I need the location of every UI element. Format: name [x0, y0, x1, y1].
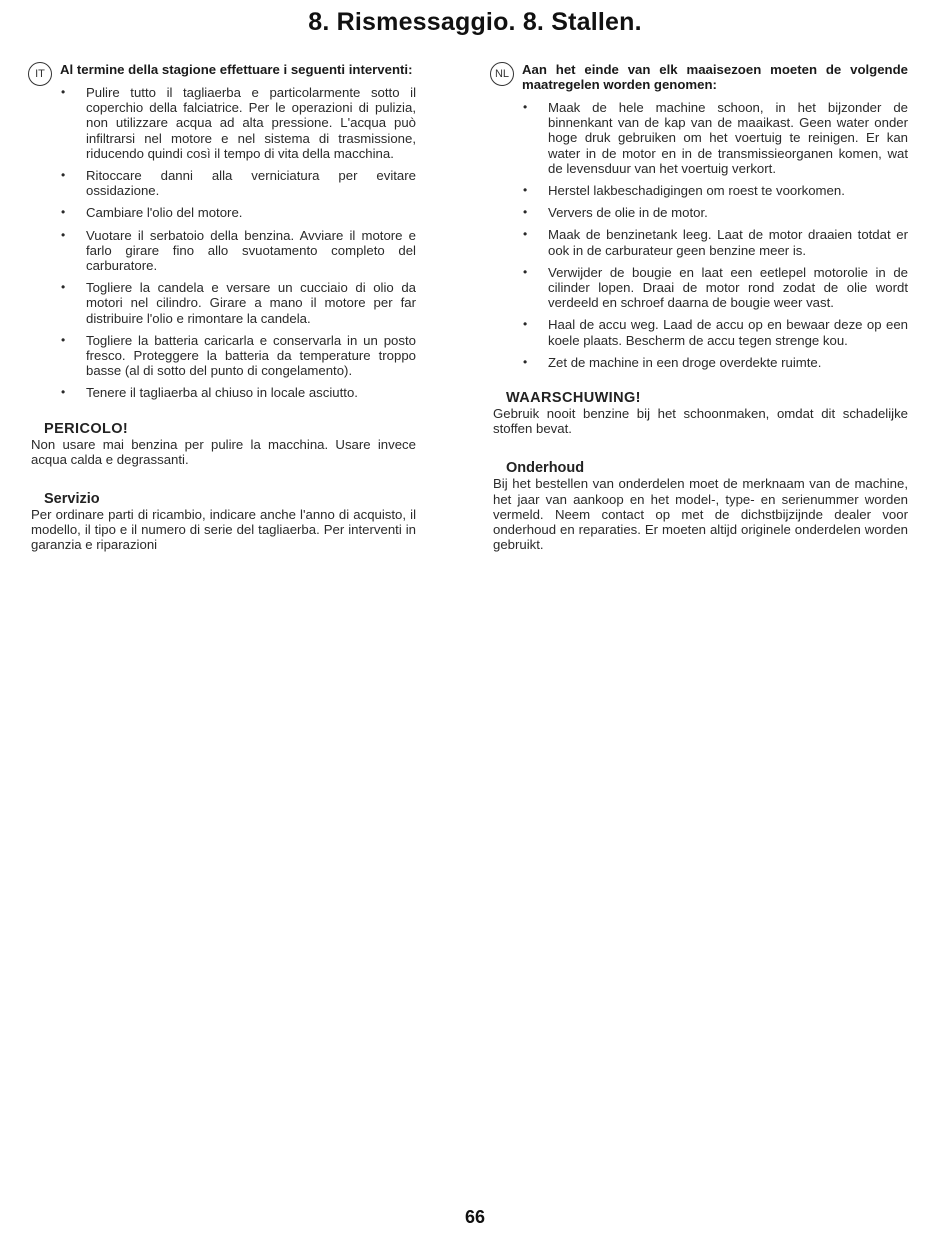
list-item-text: Tenere il tagliaerba al chiuso in locale asciutto.	[86, 385, 358, 401]
list-item	[522, 100, 908, 176]
list-item	[60, 85, 416, 161]
bullet-icon: •	[523, 227, 528, 242]
list-item	[60, 168, 416, 198]
list-item-text: Togliere la candela e versare un cucciaio di olio da motori nel cilindro. Girare a mano il motore per far distribuire l'olio e rimontare la candela.	[86, 280, 416, 326]
list-item-text: Togliere la batteria caricarla e conservarla in un posto fresco. Proteggere la batteria da temperature troppo basse (al di sotto del punto di congelamento).	[86, 332, 416, 379]
dutch-intro-text: Aan het einde van elk maaisezoen moeten de volgende maatregelen worden genomen:	[522, 62, 908, 92]
italian-column	[28, 62, 416, 553]
list-item	[522, 205, 908, 220]
list-item	[522, 265, 908, 311]
bullet-icon: •	[61, 332, 66, 347]
list-item	[60, 333, 416, 379]
bullet-icon: •	[61, 280, 66, 295]
list-item	[60, 280, 416, 326]
italian-bullet-list	[28, 85, 416, 401]
bullet-icon: •	[61, 205, 66, 220]
dutch-intro	[490, 62, 908, 92]
dutch-bullet-list	[490, 100, 908, 370]
list-item	[60, 228, 416, 274]
list-item	[60, 205, 416, 220]
list-item	[522, 183, 908, 198]
list-item-text: Ritoccare danni alla verniciatura per evitare ossidazione.	[86, 168, 416, 199]
bullet-icon: •	[61, 85, 66, 99]
italian-intro	[28, 62, 416, 80]
list-item-text: Verwijder de bougie en laat een eetlepel motorolie in de cilinder lopen. Draai de motor rond zodat de olie wordt verdeeld en schroef daarna de bougie weer vast.	[548, 264, 908, 311]
list-item-text: Maak de benzinetank leeg. Laat de motor draaien totdat er ook in de carburateur geen benzine meer is.	[548, 227, 908, 258]
list-item-text: Vuotare il serbatoio della benzina. Avviare il motore e farlo girare fino allo svuotamento completo del carburatore.	[86, 227, 416, 274]
list-item	[60, 385, 416, 400]
dutch-warning-heading: WAARSCHUWING!	[506, 390, 641, 407]
list-item	[522, 355, 908, 370]
bullet-icon: •	[523, 354, 528, 369]
language-badge-nl: NL	[490, 62, 514, 86]
italian-warning-heading: PERICOLO!	[44, 420, 129, 437]
bullet-icon: •	[523, 317, 528, 332]
bullet-icon: •	[523, 183, 528, 198]
language-badge-it: IT	[28, 62, 52, 86]
bullet-icon: •	[61, 168, 66, 183]
page-title: 8. Rismessaggio. 8. Stallen.	[308, 8, 642, 36]
italian-intro-text: Al termine della stagione effettuare i seguenti interventi:	[60, 62, 413, 77]
bullet-icon: •	[523, 205, 528, 220]
dutch-service-heading: Onderhoud	[506, 460, 585, 477]
list-item-text: Pulire tutto il tagliaerba e particolarmente sotto il coperchio della falciatrice. Per le operazioni di pulizia, non utilizzare acqua ad alta pressione. L'acqua può infiltrarsi nel motore e nel sistema di trasmissione, riducendo quindi così il tempo di vita della macchina.	[86, 85, 416, 161]
list-item-text: Cambiare l'olio del motore.	[86, 205, 243, 221]
list-item-text: Ververs de olie in de motor.	[548, 205, 708, 221]
list-item-text: Haal de accu weg. Laad de accu op en bewaar deze op een koele plaats. Bescherm de accu tegen strenge kou.	[548, 317, 908, 348]
italian-warning-text: Non usare mai benzina per pulire la macchina. Usare invece acqua calda e degrassanti.	[31, 436, 416, 467]
bullet-icon: •	[523, 264, 528, 279]
page-number: 66	[464, 1207, 486, 1227]
italian-service-heading: Servizio	[44, 491, 100, 508]
dutch-service-text: Bij het bestellen van onderdelen moet de merknaam van de machine, het jaar van aankoop en het model-, type- en serienummer worden vermeld. Neem contact op met de dichstbijzijnde dealer voor onderhoud en reparaties. Er moeten altijd originele onderdelen worden gebruikt.	[493, 476, 908, 553]
list-item-text: Maak de hele machine schoon, in het bijzonder de binnenkant van de kap van de maaikast. Geen water onder hoge druk gebruiken om het voertuig te reinigen. Er kan water in de motor en in de transmissieorganen komen, wat de levensduur van het voertuig verkort.	[548, 100, 908, 176]
bullet-icon: •	[61, 227, 66, 242]
italian-service-text: Per ordinare parti di ricambio, indicare anche l'anno di acquisto, il modello, il tipo e il numero di serie del tagliaerba. Per interventi in garanzia e riparazioni	[31, 507, 416, 553]
list-item-text: Herstel lakbeschadigingen om roest te voorkomen.	[548, 183, 845, 199]
dutch-warning-text: Gebruik nooit benzine bij het schoonmaken, omdat dit schadelijke stoffen bevat.	[493, 406, 908, 437]
dutch-column	[490, 62, 908, 552]
list-item-text: Zet de machine in een droge overdekte ruimte.	[548, 354, 822, 370]
list-item	[522, 227, 908, 257]
list-item	[522, 317, 908, 347]
bullet-icon: •	[61, 385, 66, 400]
bullet-icon: •	[523, 100, 528, 114]
